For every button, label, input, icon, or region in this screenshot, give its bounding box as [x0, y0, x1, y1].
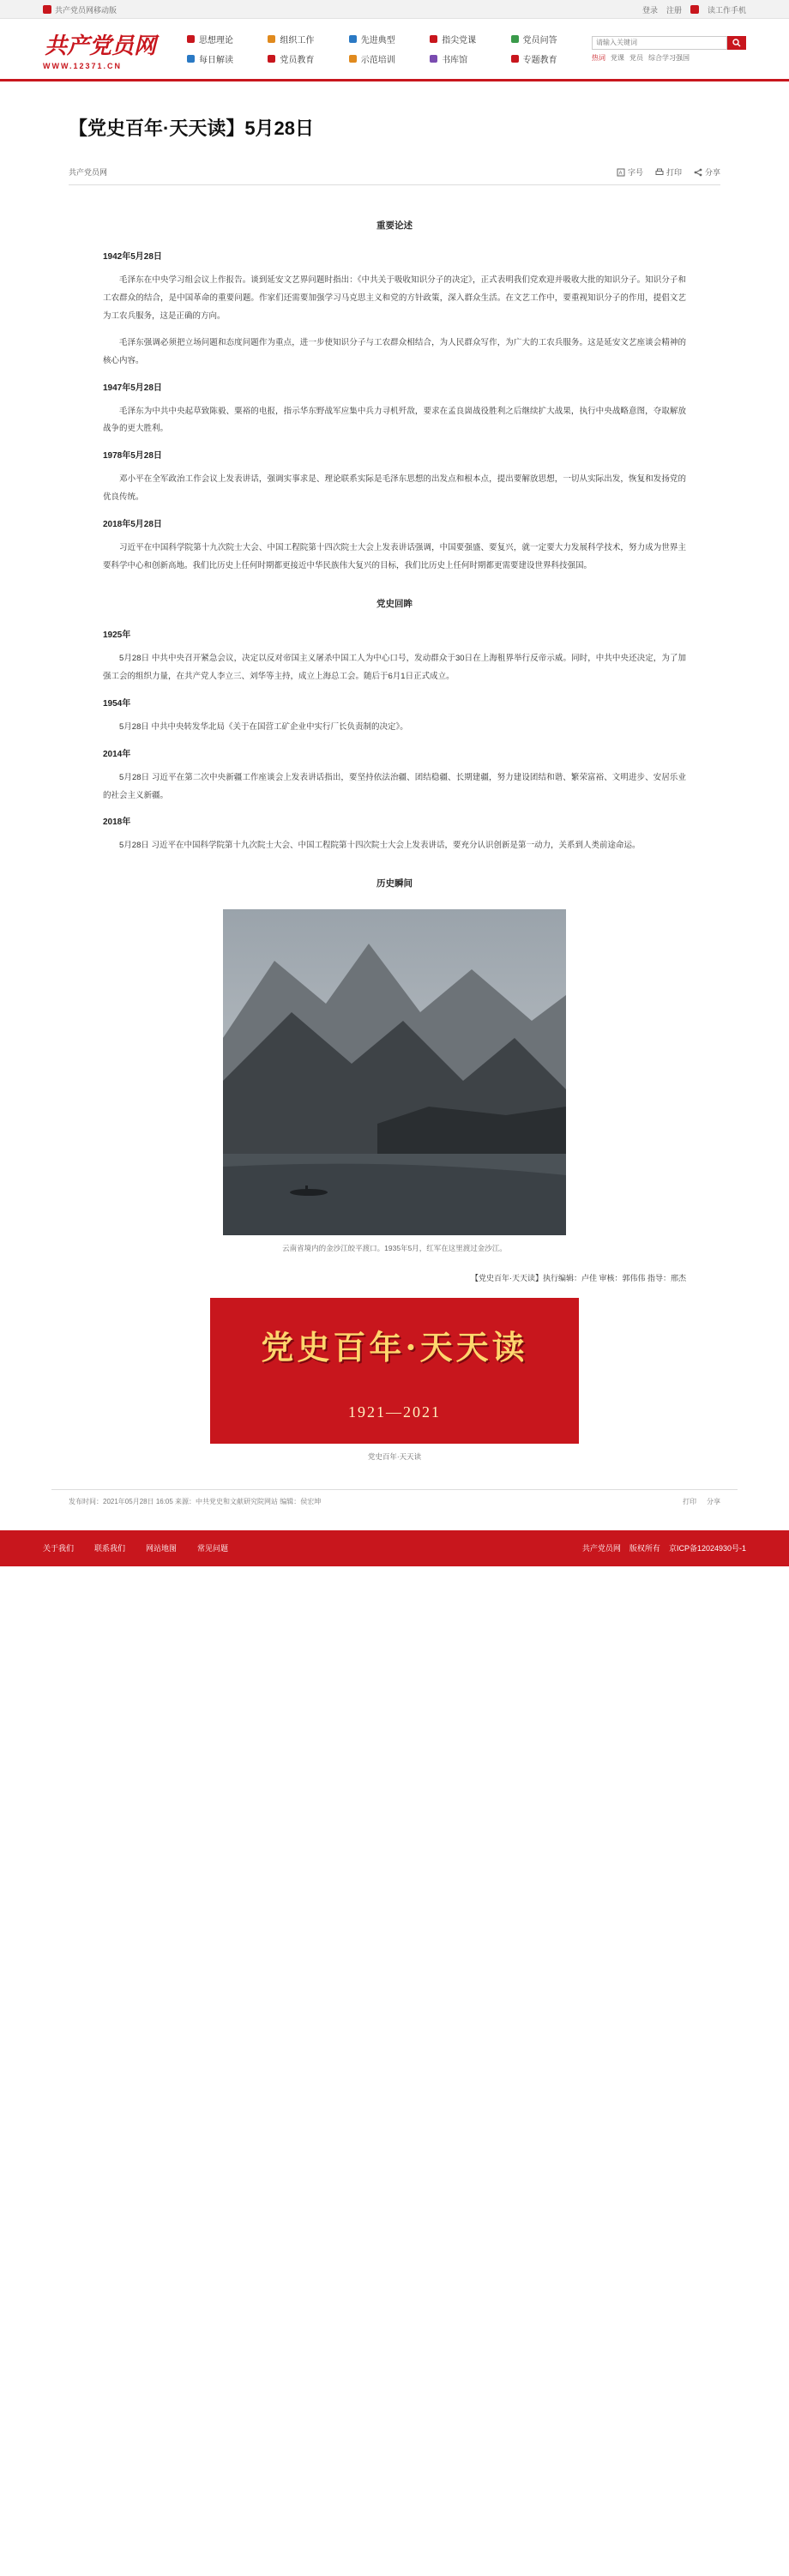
logo-url: WWW.12371.CN: [43, 62, 123, 70]
banner-years: 1921—2021: [348, 1403, 441, 1421]
article-footer-meta: [51, 1489, 738, 1513]
nav-label: 思想理论: [199, 36, 233, 45]
svg-text:A: A: [618, 171, 623, 176]
nav-item[interactable]: [187, 33, 268, 45]
nav-item[interactable]: [349, 52, 430, 65]
nav-icon: [349, 55, 357, 63]
nav-item[interactable]: [430, 52, 510, 65]
paragraph: 邓小平在全军政治工作会议上发表讲话，强调实事求是、理论联系实际是毛泽东思想的出发点和根本点，提出要解放思想，一切从实际出发，恢复和发扬党的优良传统。: [103, 474, 686, 503]
paragraph: 5月28日 习近平在中国科学院第十九次院士大会、中国工程院第十四次院士大会上发表讲话，要充分认识创新是第一动力，关系到人类前途命运。: [119, 841, 641, 851]
share-label: 分享: [704, 168, 720, 177]
article-body: [69, 185, 720, 1465]
article-source: 共产党员网: [69, 168, 108, 177]
section-date: 2018年5月28日: [103, 520, 162, 530]
banner-caption: 党史百年·天天读: [367, 1451, 422, 1461]
top-bar: [0, 0, 789, 19]
hot-word[interactable]: 党课: [611, 53, 624, 62]
font-size-icon: [617, 168, 625, 177]
share-button-bottom[interactable]: 分享: [707, 1497, 720, 1505]
nav-label: 书库馆: [442, 56, 468, 65]
article-meta: [69, 166, 720, 185]
footer-site-name: 共产党员网: [581, 1544, 621, 1553]
font-size-label: 字号: [627, 168, 643, 177]
nav-label: 指尖党课: [442, 36, 477, 45]
paragraph: 5月28日 习近平在第二次中央新疆工作座谈会上发表讲话指出，要坚持依法治疆、团结稳疆、长期建疆，努力建设团结和谐、繁荣富裕、文明进步、安居乐业的社会主义新疆。: [103, 772, 686, 800]
nav-label: 示范培训: [360, 56, 395, 65]
phone-icon: [690, 5, 699, 14]
banner-title: 党史百年·天天读: [261, 1328, 528, 1367]
nav-icon: [187, 55, 195, 63]
header: [43, 19, 746, 79]
site-logo[interactable]: [43, 27, 172, 71]
paragraph: 毛泽东在中央学习组会议上作报告。谈到延安文艺界问题时指出：《中共关于吸收知识分子的决定》，正式表明我们党欢迎并吸收大批的知识分子。知识分子和工农群众的结合，是中国革命的重要问题。作家们还需要加强学习马克思主义和党的方针政策，深入群众生活。在文艺工作中，要重视知识分子的作用，提倡文艺为工农兵服务，这是正确的方向。: [103, 275, 686, 321]
svg-text:共产党员网: 共产党员网: [45, 33, 157, 59]
search-box: [592, 36, 746, 63]
search-icon: [732, 39, 741, 47]
nav-icon: [511, 35, 519, 43]
nav-label: 党员问答: [522, 36, 557, 45]
section-heading: 重要论述: [376, 220, 413, 231]
nav-item[interactable]: [511, 33, 592, 45]
nav-icon: [511, 55, 519, 63]
nav-icon: [349, 35, 357, 43]
print-button-bottom[interactable]: 打印: [683, 1497, 696, 1505]
footer-icp[interactable]: 京ICP备12024930号-1: [668, 1544, 746, 1553]
footer-copyright: 版权所有: [629, 1544, 660, 1553]
nav-item[interactable]: [430, 33, 510, 45]
nav-icon: [187, 35, 195, 43]
footer-link-faq[interactable]: 常见问题: [197, 1544, 229, 1553]
register-link[interactable]: 注册: [666, 5, 682, 15]
paragraph: 毛泽东强调必须把立场问题和态度问题作为重点，进一步使知识分子与工农群众相结合，为人民群众写作，为广大的工农兵服务。这是延安文艺座谈会精神的核心内容。: [103, 337, 686, 365]
nav-item[interactable]: [268, 52, 348, 65]
share-icon: [694, 168, 702, 177]
section-date: 1954年: [103, 698, 131, 709]
font-size-button[interactable]: [617, 166, 643, 178]
nav-item[interactable]: [187, 52, 268, 65]
section-date: 2018年: [103, 817, 131, 828]
section-date: 1947年5月28日: [103, 383, 162, 393]
search-input[interactable]: [592, 36, 727, 50]
nav-label: 每日解读: [199, 56, 233, 65]
nav-label: 组织工作: [280, 36, 315, 45]
footer-link-about[interactable]: 关于我们: [43, 1544, 75, 1553]
search-button[interactable]: [727, 36, 746, 50]
section-date: 2014年: [103, 749, 131, 759]
print-label: 打印: [666, 168, 682, 177]
series-banner: [210, 1298, 579, 1444]
site-footer: [0, 1530, 789, 1566]
hot-word[interactable]: 党员: [629, 53, 643, 62]
share-button[interactable]: [694, 166, 720, 178]
mobile-site-link[interactable]: 共产党员网移动版: [55, 5, 117, 15]
hot-label: 热词: [592, 53, 605, 62]
nav-item[interactable]: [349, 33, 430, 45]
publish-info: 发布时间：2021年05月28日 16:05 来源：中共党史和文献研究院网站 编辑：侯宏坤: [69, 1497, 322, 1505]
print-button[interactable]: [655, 166, 682, 178]
nav-item[interactable]: [511, 52, 592, 65]
section-date: 1978年5月28日: [103, 451, 162, 462]
main-nav: [172, 33, 592, 65]
nav-label: 专题教育: [522, 56, 557, 65]
editor-credit: 【党史百年·天天读】执行编辑：卢佳 审核：郭伟伟 指导：邢杰: [471, 1274, 686, 1283]
section-date: 1925年: [103, 630, 131, 640]
nav-item[interactable]: [268, 33, 348, 45]
mobile-app-link[interactable]: 读工作手机: [707, 5, 746, 15]
photo-caption: 云南省境内的金沙江皎平渡口。1935年5月，红军在这里渡过金沙江。: [282, 1244, 507, 1253]
nav-label: 党员教育: [280, 56, 315, 65]
footer-link-contact[interactable]: 联系我们: [94, 1544, 126, 1553]
login-link[interactable]: 登录: [641, 5, 658, 15]
historic-photo: [223, 909, 566, 1235]
section-date: 1942年5月28日: [103, 252, 162, 262]
footer-link-sitemap[interactable]: 网站地图: [146, 1544, 178, 1553]
paragraph: 5月28日 中共中央转发华北局《关于在国营工矿企业中实行厂长负责制的决定》。: [119, 721, 408, 732]
nav-label: 先进典型: [360, 36, 395, 45]
hot-words: [592, 53, 746, 63]
logo-mark-icon: [43, 27, 172, 62]
nav-icon: [430, 35, 437, 43]
article-title: 【党史百年·天天读】5月28日: [69, 118, 315, 139]
section-heading: 历史瞬间: [376, 878, 413, 890]
nav-icon: [268, 55, 275, 63]
paragraph: 毛泽东为中共中央起草致陈毅、粟裕的电报，指示华东野战军应集中兵力寻机歼敌，要求在孟良崮战役胜利之后继续扩大战果，执行中央战略意图，夺取解放战争的更大胜利。: [103, 406, 686, 434]
paragraph: 5月28日 中共中央召开紧急会议，决定以反对帝国主义屠杀中国工人为中心口号，发动群众于30日在上海租界举行反帝示威。同时，中共中央还决定，为了加强工会的组织力量，在共产党人李立三、刘华等主持，成立上海总工会。随后于6月1日正式成立。: [103, 653, 686, 681]
nav-icon: [430, 55, 437, 63]
print-icon: [655, 168, 664, 177]
mobile-icon: [43, 5, 51, 14]
paragraph: 习近平在中国科学院第十九次院士大会、中国工程院第十四次院士大会上发表讲话强调，中国要强盛、要复兴，就一定要大力发展科学技术，努力成为世界主要科学中心和创新高地。我们比历史上任何时期都更接近中华民族伟大复兴的目标，我们比历史上任何时期都更需要建设世界科技强国。: [103, 543, 686, 570]
nav-icon: [268, 35, 275, 43]
article: [51, 81, 738, 1465]
section-heading: 党史回眸: [376, 598, 413, 609]
hot-word[interactable]: 综合学习强国: [648, 53, 690, 62]
